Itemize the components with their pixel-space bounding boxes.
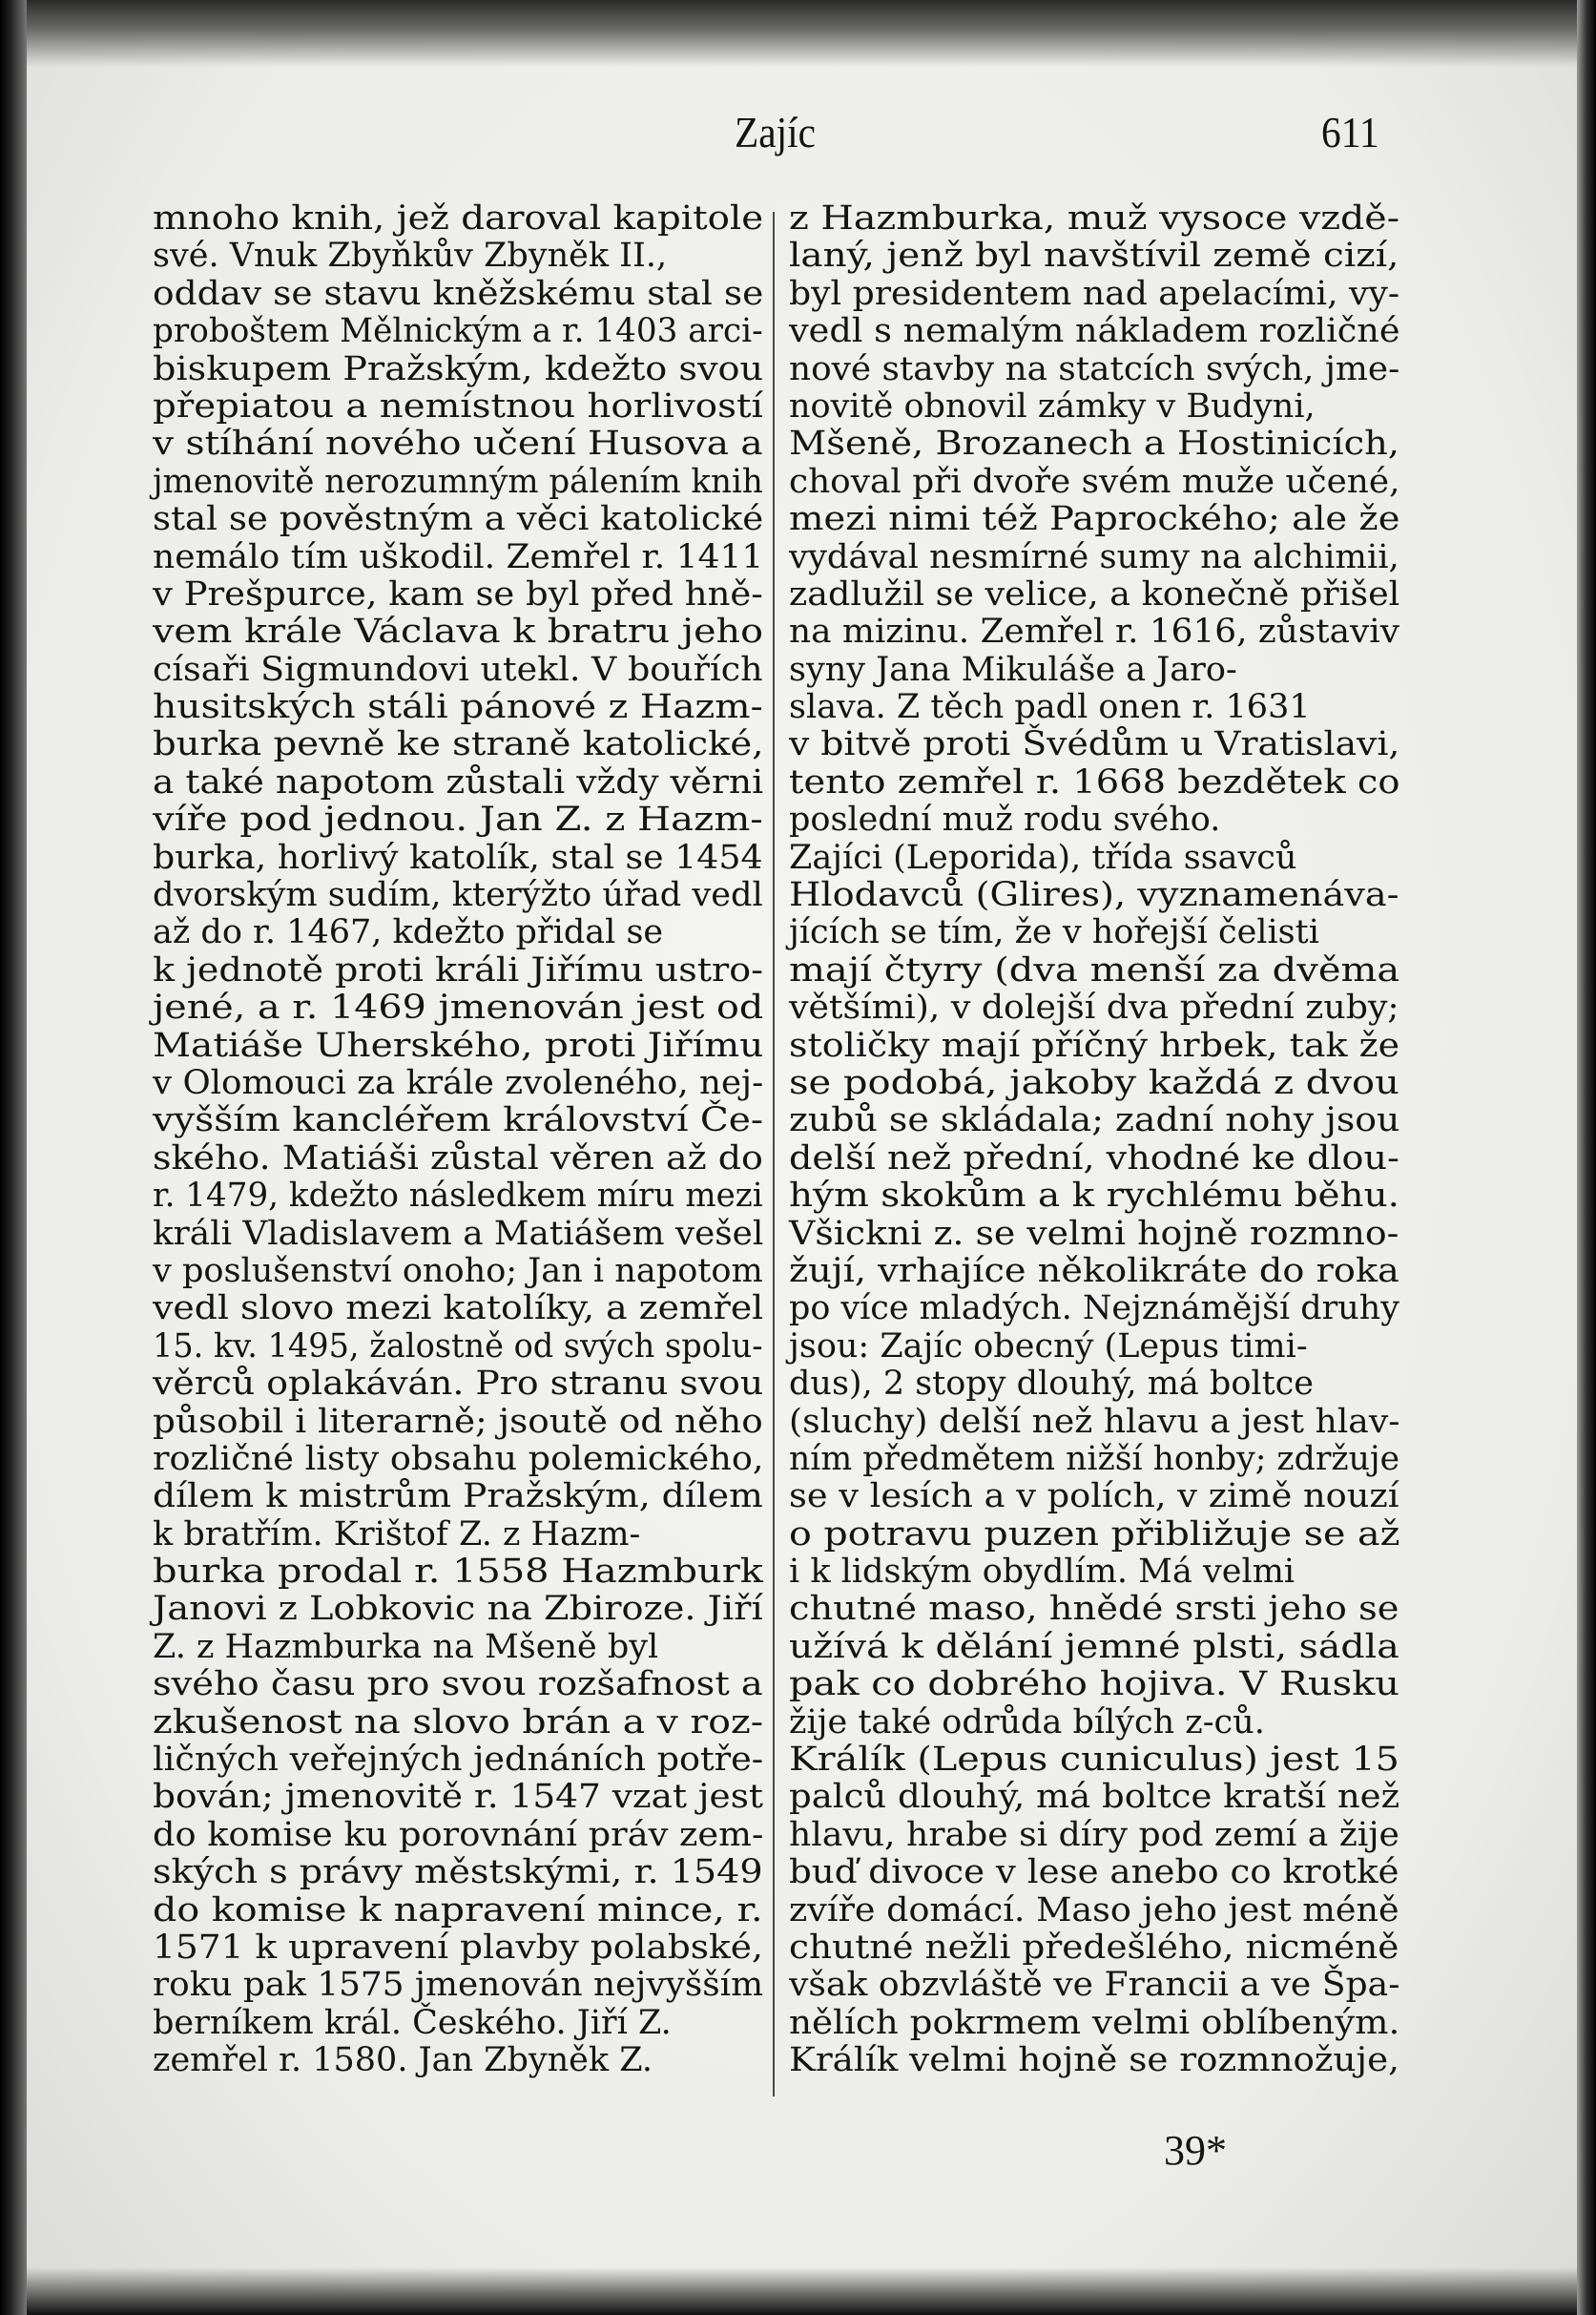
text-line: do komise ku porovnání práv zem- [153,1815,764,1854]
text-line: buď divoce v lese anebo co krotké [789,1853,1399,1892]
text-line: v poslušenství onoho; Jan i napotom [153,1251,763,1290]
text-line: Zajíci (Leporida), třída ssavců [789,838,1297,877]
text-line: se v lesích a v polích, v zimě nouzí [789,1477,1399,1516]
signature-mark: 39* [1164,2127,1227,2174]
text-line: 15. kv. 1495, žalostně od svých spolu- [153,1326,763,1366]
text-line: do komise k napravení mince, r. [153,1890,763,1929]
text-line: bován; jmenovitě r. 1547 vzat jest [153,1778,763,1817]
text-line: novitě obnovil zámky v Budyni, [789,386,1316,426]
text-line: rozličné listy obsahu polemického, [153,1439,764,1478]
text-line: husitských stáli pánové z Hazm- [153,688,763,727]
text-line: slava. Z těch padl onen r. 1631 [789,688,1311,727]
text-line: chutné maso, hnědé srsti jeho se [789,1590,1399,1629]
text-line: nové stavby na statcích svých, jme- [789,349,1400,388]
text-line: chutné nežli předešlého, nicméně [789,1928,1399,1967]
text-line: mají čtyry (dva menší za dvěma [789,950,1400,990]
text-line: laný, jenž byl navštívil země cizí, [789,237,1399,276]
page-shadow-bottom [0,2267,1596,2315]
text-line: v Prešpurce, kam se byl před hně- [153,574,763,614]
text-line: dus), 2 stopy dlouhý, má boltce [789,1365,1314,1404]
text-line: palců dlouhý, má boltce kratší než [789,1778,1400,1817]
text-line: užívá k dělání jemné plsti, sádla [789,1627,1399,1666]
left-text-column [153,200,763,2080]
text-line: Všickni z. se velmi hojně rozmno- [789,1214,1399,1253]
text-line: přepiatou a nemístnou horlivostí [153,386,763,426]
text-line: pak co dobrého hojiva. V Rusku [789,1665,1400,1704]
text-line: berníkem král. Českého. Jiří Z. [153,2003,672,2042]
text-line: žují, vrhajíce několikráte do roka [789,1251,1399,1290]
text-line: byl presidentem nad apelacími, vy- [789,274,1400,313]
text-line: až do r. 1467, kdežto přidal se [153,913,664,952]
text-line: se podobá, jakoby každá z dvou [789,1063,1399,1102]
text-line: mezi nimi též Paprockého; ale že [789,500,1400,539]
page-shadow-top [0,0,1596,67]
text-line: zkušenost na slovo brán a v roz- [153,1702,764,1741]
text-line: poslední muž rodu svého. [789,801,1221,840]
text-line: ním předmětem nižší honby; zdržuje [789,1439,1400,1478]
text-line: v bitvě proti Švédům u Vratislavi, [789,725,1400,764]
text-line: delší než přední, vhodné ke dlou- [789,1138,1399,1178]
text-line: Králík (Lepus cuniculus) jest 15 [789,1741,1399,1780]
text-line: jené, a r. 1469 jmenován jest od [153,989,764,1028]
page-number: 611 [1321,108,1379,156]
text-line: svého času pro svou rozšafnost a [153,1665,763,1704]
text-line: burka, horlivý katolík, stal se 1454 [153,838,763,877]
text-line: v stíhání nového učení Husova a [153,425,763,464]
text-line: hlavu, hrabe si díry pod zemí a žije [789,1815,1399,1854]
running-head: Zajíc [735,108,817,156]
text-line: o potravu puzen přibližuje se až [789,1514,1400,1554]
page-shadow-right [1577,0,1596,2315]
text-line: ských s právy městskými, r. 1549 [153,1853,763,1892]
text-line: vyšším kancléřem království Če- [153,1101,764,1140]
text-line: biskupem Pražským, kdežto svou [153,349,764,388]
text-line: Mšeně, Brozanech a Hostinicích, [789,425,1399,464]
text-line: vedl s nemalým nákladem rozličné [789,312,1400,351]
page-shadow-left [0,0,27,2315]
text-line: dílem k mistrům Pražským, dílem [153,1477,763,1516]
text-line: zvíře domácí. Maso jeho jest méně [789,1890,1399,1929]
text-line: tento zemřel r. 1668 bezdětek co [789,762,1400,802]
text-line: věrců oplakáván. Pro stranu svou [153,1365,764,1404]
text-line: choval při dvoře svém muže učené, [789,462,1400,501]
text-line: Z. z Hazmburka na Mšeně byl [153,1627,659,1666]
text-line: mnoho knih, jež daroval kapitole [153,199,764,238]
text-line: Hlodavců (Glires), vyznamenáva- [789,876,1399,915]
text-line: oddav se stavu kněžskému stal se [153,274,764,313]
text-line: Králík velmi hojně se rozmnožuje, [789,2041,1400,2080]
text-line: Matiáše Uherského, proti Jiřímu [153,1026,764,1065]
text-line: zemřel r. 1580. Jan Zbyněk Z. [153,2041,653,2080]
text-line: vem krále Václava k bratru jeho [153,613,763,652]
text-line: z Hazmburka, muž vysoce vzdě- [789,199,1400,238]
text-line: ličných veřejných jednáních potře- [153,1741,764,1780]
text-line: burka prodal r. 1558 Hazmburk [153,1553,763,1592]
text-line: proboštem Mělnickým a r. 1403 arci- [153,312,763,351]
right-text-column [789,200,1399,2080]
text-line: vedl slovo mezi katolíky, a zemřel [153,1289,764,1328]
text-line: k jednotě proti králi Jiřímu ustro- [153,950,763,990]
text-line: císaři Sigmundovi utekl. V bouřích [153,650,763,689]
text-line: nemálo tím uškodil. Zemřel r. 1411 [153,537,764,576]
text-line: burka pevně ke straně katolické, [153,725,764,764]
text-line: stal se pověstným a věci katolické [153,500,764,539]
text-line: 1571 k upravení plavby polabské, [153,1928,763,1967]
text-line: (sluchy) delší než hlavu a jest hlav- [789,1402,1400,1441]
text-line: zadlužil se velice, a konečně přišel [789,574,1400,614]
text-line: stoličky mají příčný hrbek, tak že [789,1026,1400,1065]
text-line: jících se tím, že v hořejší čelisti [789,913,1319,952]
text-line: ského. Matiáši zůstal věren až do [153,1138,763,1178]
text-line: víře pod jednou. Jan Z. z Hazm- [153,801,763,840]
text-line: jsou: Zajíc obecný (Lepus timi- [789,1326,1308,1366]
text-line: většími), v dolejší dva přední zuby; [789,989,1399,1028]
text-line: zubů se skládala; zadní nohy jsou [789,1101,1400,1140]
text-line: v Olomouci za krále zvoleného, nej- [153,1063,764,1102]
text-line: k bratřím. Krištof Z. z Hazm- [153,1514,641,1554]
text-line: králi Vladislavem a Matiášem vešel [153,1214,764,1253]
text-line: své. Vnuk Zbyňkův Zbyněk II., [153,237,668,276]
text-line: žije také odrůda bílých z-ců. [789,1702,1265,1741]
text-line: i k lidským obydlím. Má velmi [789,1553,1295,1592]
text-line: syny Jana Mikuláše a Jaro- [789,650,1237,689]
text-line: na mizinu. Zemřel r. 1616, zůstaviv [789,613,1399,652]
text-line: jmenovitě nerozumným pálením knih [153,462,763,501]
text-line: r. 1479, kdežto následkem míru mezi [153,1177,763,1216]
text-line: po více mladých. Nejznámější druhy [789,1289,1399,1328]
text-line: nělích pokrmem velmi oblíbeným. [789,2003,1400,2042]
text-line: vydával nesmírné sumy na alchimii, [789,537,1399,576]
text-line: působil i literarně; jsoutě od něho [153,1402,763,1441]
column-divider [773,212,775,2096]
text-line: však obzvláště ve Francii a ve Špa- [789,1966,1400,2005]
text-line: roku pak 1575 jmenován nejvyšším [153,1966,764,2005]
text-line: hým skokům a k rychlému běhu. [789,1177,1399,1216]
text-line: dvorským sudím, kterýžto úřad vedl [153,876,763,915]
text-line: a také napotom zůstali vždy věrni [153,762,764,802]
text-line: Janovi z Lobkovic na Zbiroze. Jiří [153,1590,763,1629]
